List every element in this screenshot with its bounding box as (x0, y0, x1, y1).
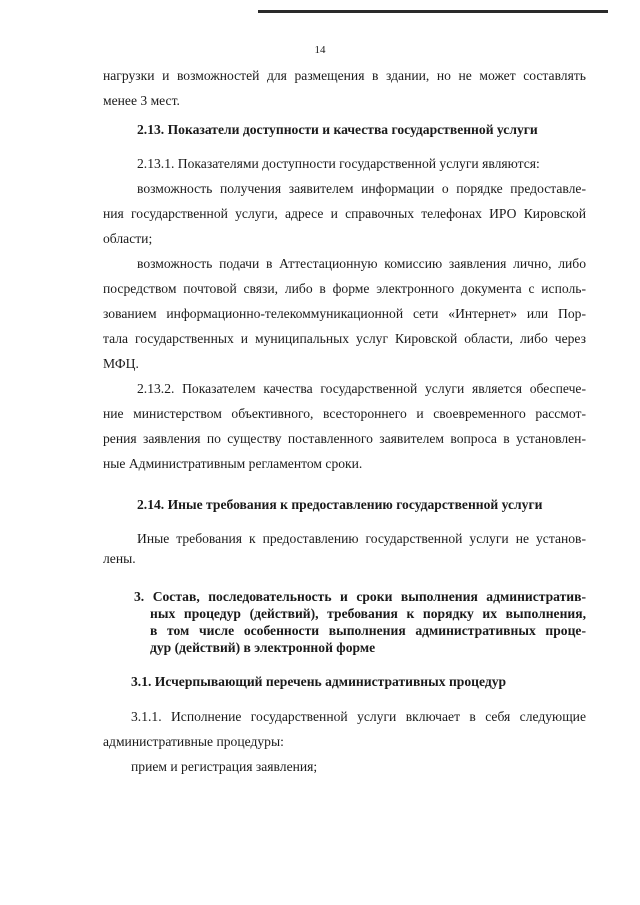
paragraph-line: прием и регистрация заявления; (131, 759, 318, 774)
paragraph-line: возможность подачи в Аттестационную комиссию заявления лично, либо (137, 256, 586, 271)
paragraph-line: административные процедуры: (103, 734, 284, 749)
section-heading-2-14: 2.14. Иные требования к предоставлению государственной услуги (137, 497, 543, 512)
paragraph-line: рения заявления по существу поставленного заявителем вопроса в установлен- (103, 431, 586, 446)
paragraph-line: зованием информационно-телекоммуникационной сети «Интернет» или Пор- (103, 306, 586, 321)
paragraph-line: 2.13.1. Показателями доступности государственной услуги являются: (137, 156, 540, 171)
paragraph-line: ния государственной услуги, адресе и справочных телефонах ИРО Кировской (103, 206, 586, 221)
paragraph-line: посредством почтовой связи, либо в форме электронного документа с исполь- (103, 281, 586, 296)
paragraph-line: тала государственных и муниципальных услуг Кировской области, либо через (103, 331, 586, 346)
chapter-heading-3: в том числе особенности выполнения административных проце- (150, 623, 586, 638)
paragraph-line: области; (103, 231, 153, 246)
section-heading-3-1: 3.1. Исчерпывающий перечень административных процедур (131, 674, 507, 689)
paragraph-line: нагрузки и возможностей для размещения в здании, но не может составлять (103, 68, 586, 83)
paragraph-line: менее 3 мест. (103, 93, 180, 108)
chapter-heading-3: дур (действий) в электронной форме (150, 640, 376, 655)
section-heading-2-13: 2.13. Показатели доступности и качества государственной услуги (137, 122, 538, 137)
page-number: 14 (314, 44, 326, 56)
paragraph-line: лены. (103, 551, 136, 566)
paragraph-line: 2.13.2. Показателем качества государственной услуги является обеспече- (137, 381, 586, 396)
paragraph-line: ние министерством объективного, всестороннего и своевременного рассмот- (103, 406, 586, 421)
paragraph-line: Иные требования к предоставлению государственной услуги не установ- (137, 531, 586, 546)
chapter-heading-3: 3. Состав, последовательность и сроки выполнения административ- (134, 589, 586, 604)
paragraph-line: возможность получения заявителем информации о порядке предоставле- (137, 181, 586, 196)
paragraph-line: 3.1.1. Исполнение государственной услуги включает в себя следующие (131, 709, 586, 724)
paragraph-line: МФЦ. (103, 356, 139, 371)
paragraph-line: ные Административным регламентом сроки. (103, 456, 363, 471)
top-rule (258, 10, 608, 13)
chapter-heading-3: ных процедур (действий), требования к порядку их выполнения, (150, 606, 586, 621)
